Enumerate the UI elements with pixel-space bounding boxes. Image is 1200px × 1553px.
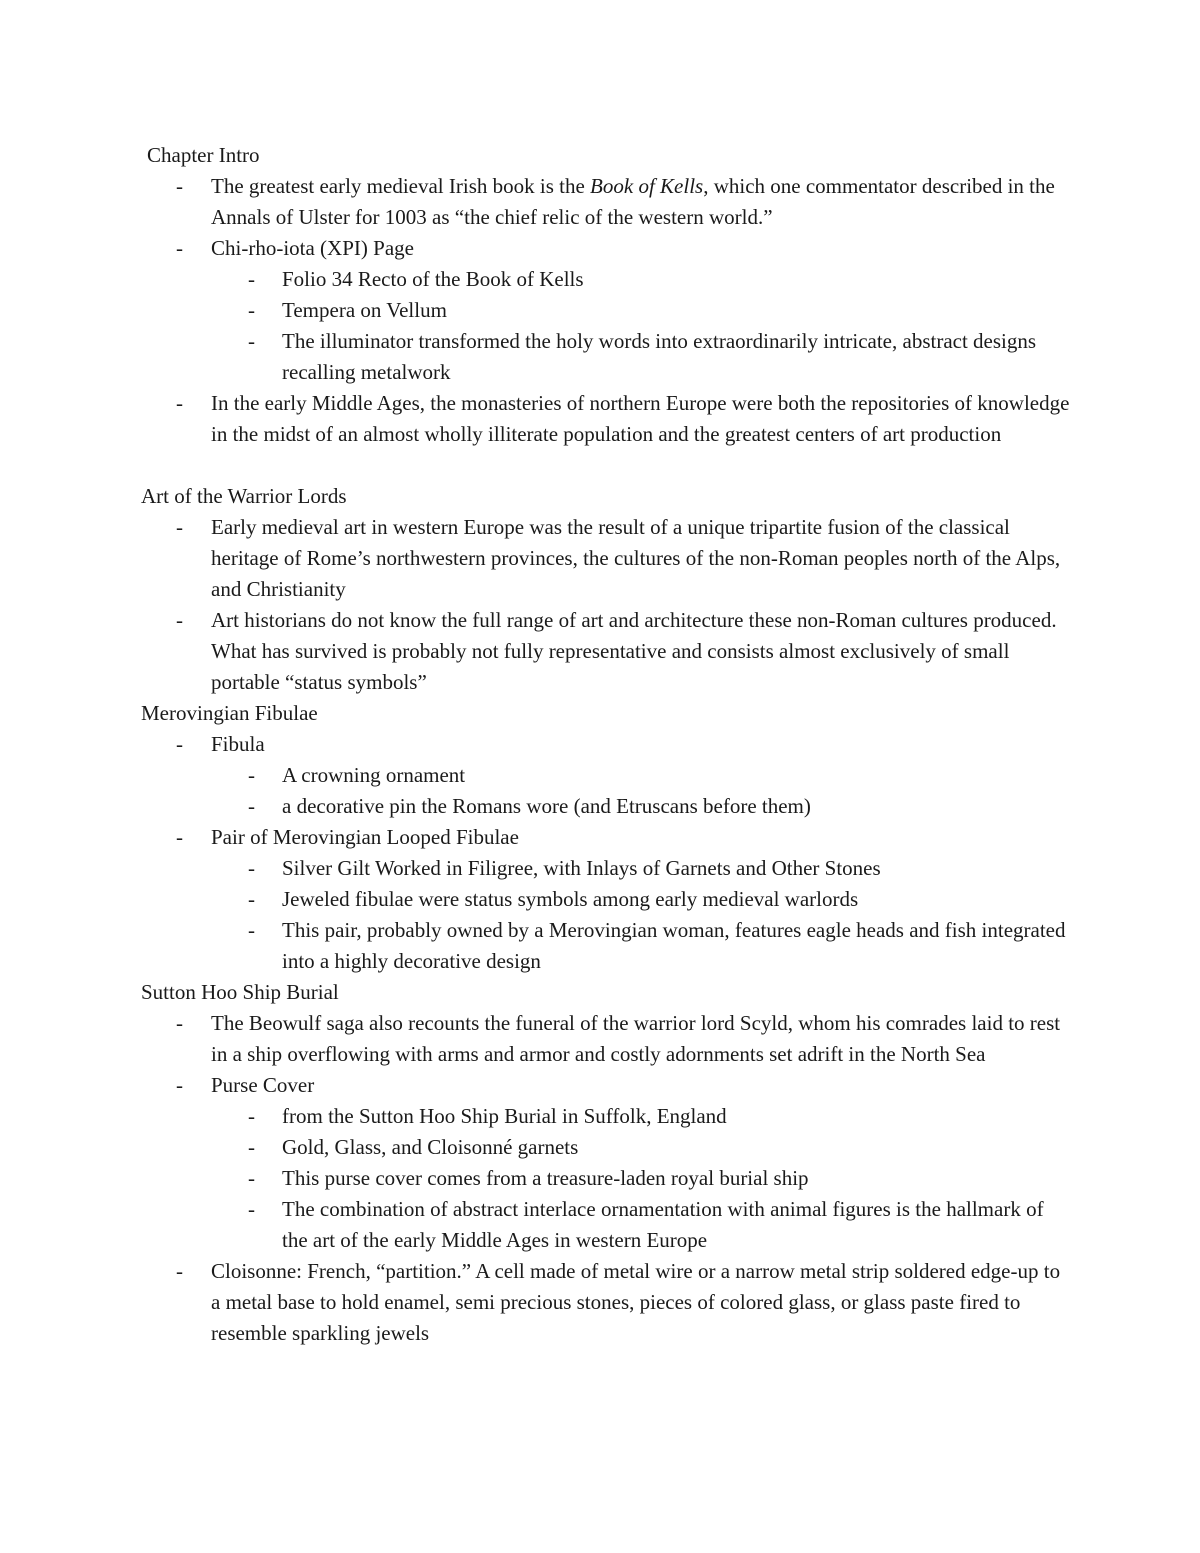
bullet-dash: - [248,887,255,911]
bullet-dash: - [248,1104,255,1128]
list-item-text: Fibula [211,732,265,756]
list-item [0,512,1071,605]
section-heading-sutton-hoo: Sutton Hoo Ship Burial [141,980,339,1004]
section-heading-merovingian-fibulae: Merovingian Fibulae [141,701,318,725]
sub-list-item-text: Gold, Glass, and Cloisonné garnets [282,1135,579,1159]
bullet-dash: - [248,794,255,818]
sub-list-item-text: The illuminator transformed the holy words into extraordinarily intricate, abstract designs recalling metalwork [282,329,1037,384]
list-item-text: Cloisonne: French, “partition.” A cell made of metal wire or a narrow metal strip soldered edge-up to a metal base to hold enamel, semi precious stones, pieces of colored glass, or glass paste fired to resemble sparkling jewels [211,1259,1061,1345]
bullet-dash: - [176,608,183,632]
list-item [0,1008,1071,1070]
list-item [0,1070,1071,1101]
blank-line [0,450,1200,481]
sub-list-item-text: Tempera on Vellum [282,298,447,322]
bullet-dash: - [248,763,255,787]
list-item-text: Art historians do not know the full range of art and architecture these non-Roman cultures produced. What has survived is probably not fully representative and consists almost exclusively of small portable “status symbols” [211,608,1057,694]
sub-list-item [0,915,1072,977]
list-item-text: Pair of Merovingian Looped Fibulae [211,825,519,849]
bullet-dash: - [176,1259,183,1283]
sub-list-item [0,1194,1072,1256]
sub-list-item-text: Jeweled fibulae were status symbols among early medieval warlords [282,887,859,911]
list-item [0,388,1071,450]
sub-list-item [0,326,1072,388]
sub-list-item [0,1132,1072,1163]
sub-list-item [0,760,1072,791]
list-item-text: The Beowulf saga also recounts the funeral of the warrior lord Scyld, whom his comrades laid to rest in a ship overflowing with arms and armor and costly adornments set adrift in the North Sea [211,1011,1061,1066]
document-page [0,140,1200,1349]
sub-list-item-text: This purse cover comes from a treasure-laden royal burial ship [282,1166,809,1190]
bullet-dash: - [248,918,255,942]
sub-list-item [0,1101,1072,1132]
bullet-dash: - [176,391,183,415]
section-heading-warrior-lords: Art of the Warrior Lords [141,484,347,508]
bullet-dash: - [248,856,255,880]
list-item [0,233,1071,264]
bullet-dash: - [176,1073,183,1097]
list-item-text: Early medieval art in western Europe was the result of a unique tripartite fusion of the classical heritage of Rome’s northwestern provinces, the cultures of the non-Roman peoples north of the Alps, and Christianity [211,515,1061,601]
list-item [0,1256,1071,1349]
list-item-text: Purse Cover [211,1073,315,1097]
sub-list-item-text: A crowning ornament [282,763,466,787]
bullet-dash: - [248,1135,255,1159]
bullet-dash: - [176,825,183,849]
bullet-dash: - [176,1011,183,1035]
sub-list-item-text: a decorative pin the Romans wore (and Etruscans before them) [282,794,811,818]
sub-list-item [0,884,1072,915]
bullet-dash: - [176,515,183,539]
bullet-dash: - [248,1197,255,1221]
sub-list-item [0,853,1072,884]
sub-list-item [0,295,1072,326]
sub-list-item-text: Folio 34 Recto of the Book of Kells [282,267,584,291]
section-heading-chapter-intro: Chapter Intro [147,143,260,167]
book-title: Book of Kells [590,174,704,198]
sub-list-item [0,1163,1072,1194]
list-item [0,729,1071,760]
bullet-dash: - [176,174,183,198]
list-item [0,822,1071,853]
bullet-dash: - [176,236,183,260]
list-item-text: Chi-rho-iota (XPI) Page [211,236,414,260]
list-item [0,171,1071,233]
bullet-dash: - [176,732,183,756]
sub-list-item-text: Silver Gilt Worked in Filigree, with Inlays of Garnets and Other Stones [282,856,881,880]
list-item [0,605,1071,698]
bullet-dash: - [248,1166,255,1190]
list-item-text: In the early Middle Ages, the monasteries of northern Europe were both the repositories of knowledge in the midst of an almost wholly illiterate population and the greatest centers of art production [211,391,1070,446]
sub-list-item-text: This pair, probably owned by a Merovingian woman, features eagle heads and fish integrated into a highly decorative design [282,918,1066,973]
bullet-dash: - [248,329,255,353]
bullet-dash: - [248,298,255,322]
text-fragment: , which one commentator described in the Annals of Ulster for 1003 as “the chief relic of the western world.” [211,174,1055,229]
sub-list-item [0,791,1072,822]
text-fragment: The greatest early medieval Irish book is the [211,174,591,198]
sub-list-item-text: The combination of abstract interlace ornamentation with animal figures is the hallmark of the art of the early Middle Ages in western Europe [282,1197,1044,1252]
sub-list-item-text: from the Sutton Hoo Ship Burial in Suffolk, England [282,1104,727,1128]
bullet-dash: - [248,267,255,291]
sub-list-item [0,264,1072,295]
